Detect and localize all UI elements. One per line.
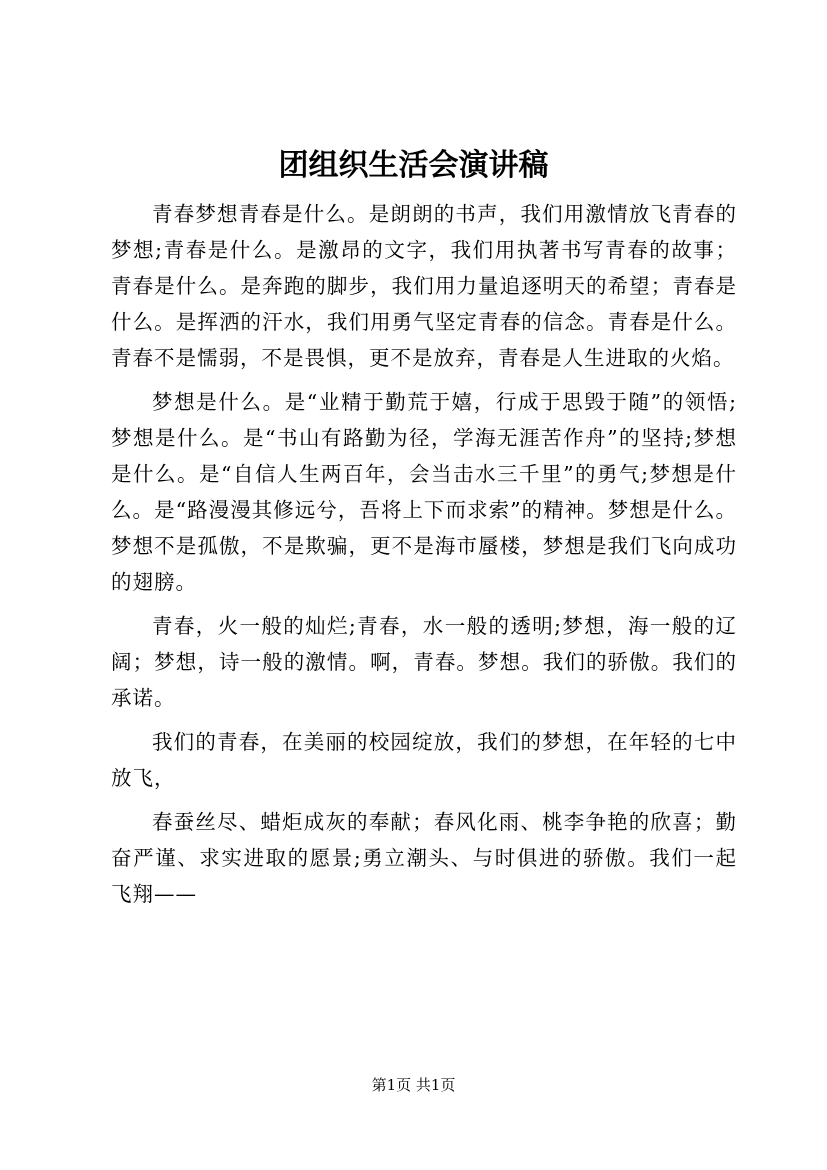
- paragraph-5: 春蚕丝尽、蜡炬成灰的奉献；春风化雨、桃李争艳的欣喜；勤奋严谨、求实进取的愿景;勇立潮头、与时俱进的骄傲。我们一起飞翔——: [111, 810, 737, 906]
- document-body: [111, 196, 737, 920]
- paragraph-2: 梦想是什么。是“业精于勤荒于嬉，行成于思毁于随”的领悟;梦想是什么。是“书山有路勤为径，学海无涯苦作舟”的坚持;梦想是什么。是“自信人生两百年，会当击水三千里”的勇气;梦想是什么。是“路漫漫其修远兮，吾将上下而求索”的精神。梦想是什么。梦想不是孤傲，不是欺骗，更不是海市蜃楼，梦想是我们飞向成功的翅膀。: [111, 390, 737, 594]
- document-title: 团组织生活会演讲稿: [278, 148, 549, 183]
- paragraph-3: 青春，火一般的灿烂;青春，水一般的透明;梦想，海一般的辽阔；梦想，诗一般的激情。啊，青春。梦想。我们的骄傲。我们的承诺。: [111, 614, 737, 710]
- paragraph-1: 青春梦想青春是什么。是朗朗的书声，我们用激情放飞青春的梦想;青春是什么。是激昂的文字，我们用执著书写青春的故事；青春是什么。是奔跑的脚步，我们用力量追逐明天的希望；青春是什么。是挥洒的汗水，我们用勇气坚定青春的信念。青春是什么。青春不是懦弱，不是畏惧，更不是放弃，青春是人生进取的火焰。: [111, 202, 737, 370]
- paragraph-4: 我们的青春，在美丽的校园绽放，我们的梦想，在年轻的七中放飞，: [111, 730, 737, 790]
- page-number-footer: 第1页 共1页: [371, 1076, 456, 1094]
